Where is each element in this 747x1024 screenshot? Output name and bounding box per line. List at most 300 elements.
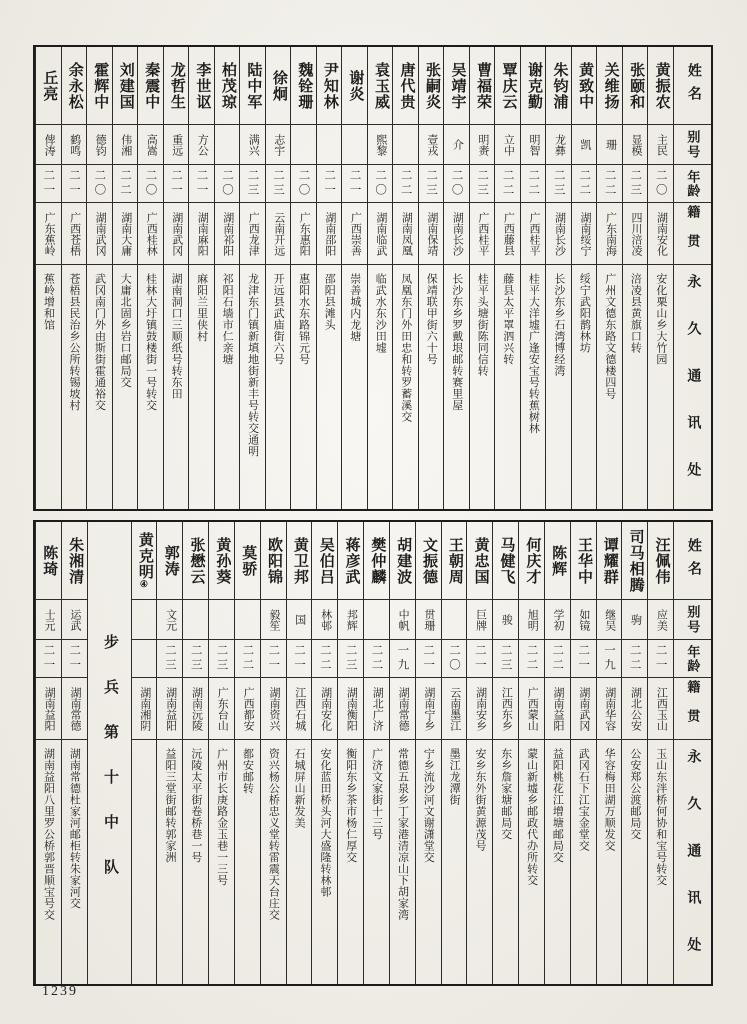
- address-cell: 沅陵太平街卷桥巷一号: [189, 748, 202, 863]
- alias-cell: 明赉: [470, 125, 495, 165]
- person-column: [443, 47, 469, 509]
- person-column: [544, 522, 570, 984]
- origin-cell: 湖南安化: [648, 203, 673, 265]
- age-cell: 二一: [36, 640, 61, 678]
- address-cell: 华容梅田湖万顺发交: [603, 748, 616, 852]
- origin-cell: 广西龙津: [240, 203, 265, 265]
- address-cell: 广济文家街十三号: [370, 748, 383, 840]
- origin-cell: 湖北广济: [364, 678, 389, 740]
- person-column: [367, 47, 393, 509]
- address-cell: 武冈石下江宝金堂交: [577, 748, 590, 852]
- page-number: 1239: [42, 984, 78, 999]
- name-cell: 余永松: [62, 47, 87, 125]
- alias-cell: [183, 600, 208, 640]
- name-cell: 吴伯吕: [312, 522, 337, 600]
- age-cell: 二二: [521, 165, 546, 203]
- person-column: [469, 47, 495, 509]
- name-cell: 丘亮: [36, 47, 61, 125]
- address-cell: 益阳桃花江增塘邮局交: [551, 748, 564, 863]
- alias-cell: 龙彝: [546, 125, 571, 165]
- origin-cell: 广东惠阳: [291, 203, 316, 265]
- origin-cell: 湖南祁阳: [215, 203, 240, 265]
- address-cell: 益阳三堂街邮转郭家洲: [164, 748, 176, 863]
- name-cell: 覃庆云: [495, 47, 520, 125]
- person-column: [415, 522, 441, 984]
- origin-cell: 湖南麻阳: [189, 203, 214, 265]
- person-column: [389, 522, 415, 984]
- header-origin: 籍贯: [674, 678, 711, 740]
- origin-cell: 广西桂平: [521, 203, 546, 265]
- address-cell: 石城屏山新发美: [293, 748, 306, 829]
- address-cell: 公安郑公渡邮局交: [628, 748, 641, 840]
- age-cell: 二二: [393, 165, 418, 203]
- name-cell: 黄致中: [572, 47, 597, 125]
- age-cell: 二一: [648, 640, 673, 678]
- address-cell: 湖南常德杜家河邮柜转朱家河交: [68, 748, 81, 909]
- address-cell: 湖南洞口三顺纸号转东田: [170, 273, 183, 400]
- roster-table-bottom: [33, 520, 713, 986]
- person-column: [441, 522, 467, 984]
- origin-cell: 广西崇善: [342, 203, 367, 265]
- name-cell: 马健飞: [493, 522, 518, 600]
- age-cell: 二〇: [138, 165, 163, 203]
- person-column: [647, 522, 673, 984]
- origin-cell: 湖南常德: [390, 678, 415, 740]
- origin-cell: 广西桂林: [138, 203, 163, 265]
- name-cell: 尹知林: [317, 47, 342, 125]
- person-column: [622, 47, 648, 509]
- person-column: [156, 522, 182, 984]
- name-cell: 汪佩伟: [648, 522, 673, 600]
- age-cell: 二一: [342, 165, 367, 203]
- origin-cell: 湖北公安: [622, 678, 647, 740]
- person-column: [112, 47, 138, 509]
- address-cell: 衡阳东乡茶市杨仁厚交: [344, 748, 357, 863]
- name-cell: 何庆才: [519, 522, 544, 600]
- header-alias: 别号: [674, 125, 711, 165]
- age-cell: 二三: [493, 640, 518, 678]
- age-cell: 二一: [164, 165, 189, 203]
- person-column: [260, 522, 286, 984]
- alias-cell: 重远: [164, 125, 189, 165]
- address-cell: 苍梧县民治乡公所转锡坡村: [68, 273, 81, 411]
- address-cell: 桂平大洋墟广逢安宝号转蕉树林: [527, 273, 540, 434]
- person-column: [35, 47, 61, 509]
- origin-cell: 湖南长沙: [546, 203, 571, 265]
- origin-cell: 湖南武冈: [164, 203, 189, 265]
- name-cell: 吴靖宇: [444, 47, 469, 125]
- age-cell: 二三: [240, 165, 265, 203]
- address-cell: 蒙山新墟乡邮政代办所转交: [525, 748, 538, 886]
- address-cell: [132, 740, 157, 984]
- name-cell: 袁玉威: [368, 47, 393, 125]
- age-cell: 二一: [467, 640, 492, 678]
- age-cell: 二二: [622, 640, 647, 678]
- name-cell: 唐代贵: [393, 47, 418, 125]
- address-cell: 邵阳县滩头: [323, 273, 336, 331]
- alias-cell: 凯: [572, 125, 597, 165]
- address-cell: 东乡詹家塘邮局交: [499, 748, 512, 840]
- origin-cell: 湖南资兴: [261, 678, 286, 740]
- alias-cell: [235, 600, 260, 640]
- origin-cell: 湖南宁乡: [416, 678, 441, 740]
- person-column: [182, 522, 208, 984]
- person-column: [214, 47, 240, 509]
- alias-cell: [291, 125, 316, 165]
- alias-cell: [209, 600, 234, 640]
- origin-cell: 湖南凤凰: [393, 203, 418, 265]
- age-cell: 二〇: [291, 165, 316, 203]
- age-cell: 二二: [519, 640, 544, 678]
- alias-cell: 学初: [545, 600, 570, 640]
- header-origin: 籍贯: [674, 203, 711, 265]
- alias-cell: 林邨: [312, 600, 337, 640]
- alias-cell: [342, 125, 367, 165]
- name-cell: 谭耀群: [597, 522, 622, 600]
- origin-cell: 湖南衡阳: [338, 678, 363, 740]
- person-column: [61, 47, 87, 509]
- alias-cell: 继吴: [597, 600, 622, 640]
- address-cell: 安乡东外街黄源茂号: [473, 748, 486, 852]
- age-cell: 二一: [189, 165, 214, 203]
- person-column: [341, 47, 367, 509]
- address-cell: 绥宁武阳鹊林坊: [578, 273, 591, 354]
- alias-cell: 壹戎: [419, 125, 444, 165]
- alias-cell: [215, 125, 240, 165]
- origin-cell: 广西蒙山: [519, 678, 544, 740]
- origin-cell: 江西石城: [287, 678, 312, 740]
- name-cell: 陆中军: [240, 47, 265, 125]
- alias-cell: 珊: [597, 125, 622, 165]
- origin-cell: 湖南湘阴: [132, 678, 157, 740]
- address-cell: 长沙东乡罗戴垠邮转赛里屋: [450, 273, 463, 411]
- name-cell: 胡建波: [390, 522, 415, 600]
- alias-cell: 应美: [648, 600, 673, 640]
- person-column: [163, 47, 189, 509]
- alias-cell: 毅笙: [261, 600, 286, 640]
- alias-cell: 伟湘: [113, 125, 138, 165]
- address-cell: 武冈南门外由斯街霍通裕交: [93, 273, 106, 411]
- name-cell: 陈琦: [36, 522, 61, 600]
- alias-cell: 立中: [495, 125, 520, 165]
- age-cell: 二一: [261, 640, 286, 678]
- address-cell: 长沙东乡石湾博经湾: [552, 273, 565, 377]
- header-age: 年龄: [674, 640, 711, 678]
- person-column: [239, 47, 265, 509]
- age-cell: 二二: [495, 165, 520, 203]
- name-cell: 蒋彦武: [338, 522, 363, 600]
- name-cell: 谢炎: [342, 47, 367, 125]
- name-cell: 李世讴: [189, 47, 214, 125]
- alias-cell: 国: [287, 600, 312, 640]
- age-cell: 二三: [623, 165, 648, 203]
- origin-cell: 广东南海: [597, 203, 622, 265]
- address-cell: 资兴杨公桥忠义堂转雷震天台庄交: [267, 748, 280, 921]
- alias-cell: 士元: [36, 600, 61, 640]
- name-cell: 黄忠国: [467, 522, 492, 600]
- address-cell: 涪凌县黄旗口转: [629, 273, 642, 354]
- address-cell: 都安邮转: [241, 748, 254, 794]
- header-age: 年龄: [674, 165, 711, 203]
- age-cell: 二〇: [444, 165, 469, 203]
- address-cell: 宁乡流沙河文谢潇堂交: [422, 748, 435, 863]
- origin-cell: 江西东乡: [493, 678, 518, 740]
- person-column: [418, 47, 444, 509]
- alias-cell: [442, 600, 467, 640]
- name-cell: 莫骄: [235, 522, 260, 600]
- age-cell: 二〇: [215, 165, 240, 203]
- alias-cell: 邦辉: [338, 600, 363, 640]
- person-column: [188, 47, 214, 509]
- person-column: [466, 522, 492, 984]
- alias-cell: 文元: [157, 600, 182, 640]
- person-column: [131, 522, 157, 984]
- name-cell: 樊仲麟: [364, 522, 389, 600]
- name-cell: 王朝周: [442, 522, 467, 600]
- age-cell: 二二: [364, 640, 389, 678]
- name-cell: 文振德: [416, 522, 441, 600]
- person-column: [518, 522, 544, 984]
- origin-cell: 广西都安: [235, 678, 260, 740]
- name-footnote: ④: [139, 579, 150, 590]
- address-cell: 广州文德东路文德楼四号: [603, 273, 616, 400]
- alias-cell: 德钧: [87, 125, 112, 165]
- age-cell: [132, 640, 157, 678]
- alias-cell: 介: [444, 125, 469, 165]
- age-cell: 二二: [597, 165, 622, 203]
- age-cell: 二一: [287, 640, 312, 678]
- person-column: [363, 522, 389, 984]
- header-address: 永久通讯处: [685, 748, 701, 984]
- person-column: [208, 522, 234, 984]
- name-cell: 刘建国: [113, 47, 138, 125]
- name-cell: 曹福荣: [470, 47, 495, 125]
- origin-cell: 湖南临武: [368, 203, 393, 265]
- age-cell: 二三: [470, 165, 495, 203]
- name-cell: 黄克明④: [132, 522, 157, 600]
- name-cell: 王华中: [571, 522, 596, 600]
- header-name: 姓名: [674, 522, 711, 600]
- name-cell: 魏铨珊: [291, 47, 316, 125]
- age-cell: 二三: [209, 640, 234, 678]
- name-cell: 张懋云: [183, 522, 208, 600]
- alias-cell: 主民: [648, 125, 673, 165]
- address-cell: 开远县武庙街六号: [272, 273, 285, 365]
- origin-cell: 湖南沅陵: [183, 678, 208, 740]
- alias-cell: [132, 600, 157, 640]
- name-cell: 龙哲生: [164, 47, 189, 125]
- person-column: [492, 522, 518, 984]
- header-column: [673, 522, 711, 984]
- age-cell: 二二: [312, 640, 337, 678]
- address-cell: 惠阳水东路锦元号: [297, 273, 310, 365]
- alias-cell: 志宇: [266, 125, 291, 165]
- name-cell: 徐炯: [266, 47, 291, 125]
- age-cell: 二三: [183, 640, 208, 678]
- origin-cell: 广西桂平: [470, 203, 495, 265]
- address-cell: 保靖联甲街六十号: [425, 273, 438, 365]
- origin-cell: 湖南长沙: [444, 203, 469, 265]
- alias-cell: 高嵩: [138, 125, 163, 165]
- age-cell: 二三: [338, 640, 363, 678]
- name-cell: 郭涛: [157, 522, 182, 600]
- age-cell: 二一: [317, 165, 342, 203]
- origin-cell: 四川涪凌: [623, 203, 648, 265]
- person-column: [571, 47, 597, 509]
- age-cell: 二一: [571, 640, 596, 678]
- alias-cell: 旭明: [519, 600, 544, 640]
- age-cell: 二二: [235, 640, 260, 678]
- roster-table-top: [33, 45, 713, 511]
- age-cell: 二三: [266, 165, 291, 203]
- address-cell: 蕉岭增和馆: [42, 273, 55, 331]
- name-cell: 秦震中: [138, 47, 163, 125]
- person-column: [647, 47, 673, 509]
- origin-cell: 湖南绥宁: [572, 203, 597, 265]
- address-cell: 麻阳兰里侠村: [195, 273, 208, 342]
- person-column: [234, 522, 260, 984]
- origin-cell: 湖南益阳: [545, 678, 570, 740]
- age-cell: 二三: [419, 165, 444, 203]
- person-column: [337, 522, 363, 984]
- origin-cell: 湖南常德: [62, 678, 87, 740]
- age-cell: 二一: [416, 640, 441, 678]
- person-column: [621, 522, 647, 984]
- origin-cell: 湖南益阳: [36, 678, 61, 740]
- alias-cell: 熙黎: [368, 125, 393, 165]
- alias-cell: 如镜: [571, 600, 596, 640]
- header-name: 姓名: [674, 47, 711, 125]
- name-cell: 张嗣炎: [419, 47, 444, 125]
- header-address: 永久通讯处: [685, 273, 701, 509]
- alias-cell: 方公: [189, 125, 214, 165]
- name-cell: 欧阳锦: [261, 522, 286, 600]
- alias-cell: 中帆: [390, 600, 415, 640]
- name-cell: 黄孙葵: [209, 522, 234, 600]
- age-cell: 二一: [62, 640, 87, 678]
- alias-cell: 俾涛: [36, 125, 61, 165]
- address-cell: 临武水东沙田墟: [374, 273, 387, 354]
- alias-cell: 运武: [62, 600, 87, 640]
- name-cell: 黄振农: [648, 47, 673, 125]
- person-column: [545, 47, 571, 509]
- address-cell: 玉山东泮桥何协和宝号转交: [654, 748, 667, 886]
- origin-cell: 湖南武冈: [87, 203, 112, 265]
- address-cell: 凤凰东门外田忠和转罗蓄溪交: [399, 273, 412, 423]
- person-column: [570, 522, 596, 984]
- address-cell: 崇善城内龙塘: [348, 273, 361, 342]
- name-cell: 司马相腾: [622, 522, 647, 600]
- alias-cell: 驹: [622, 600, 647, 640]
- address-cell: 龙津东门镇新填地街新丰号转交通明: [246, 273, 259, 457]
- name-cell: 朱湘清: [62, 522, 87, 600]
- person-column: [520, 47, 546, 509]
- age-cell: 一九: [597, 640, 622, 678]
- age-cell: 二二: [113, 165, 138, 203]
- age-cell: 二一: [62, 165, 87, 203]
- person-column: [61, 522, 87, 984]
- age-cell: 二〇: [648, 165, 673, 203]
- origin-cell: 广西藤县: [495, 203, 520, 265]
- origin-cell: 云南开远: [266, 203, 291, 265]
- alias-cell: 明智: [521, 125, 546, 165]
- age-cell: 二三: [546, 165, 571, 203]
- origin-cell: 广西苍梧: [62, 203, 87, 265]
- name-cell: 张颐和: [623, 47, 648, 125]
- person-column: [596, 47, 622, 509]
- alias-cell: 巨牌: [467, 600, 492, 640]
- address-cell: 桂林大圩镇鼓楼街一号转交: [144, 273, 157, 411]
- name-cell: 黄卫邦: [287, 522, 312, 600]
- address-cell: 桂平头塘街陈同信转: [476, 273, 489, 377]
- person-column: [86, 47, 112, 509]
- name-cell: 朱钧浦: [546, 47, 571, 125]
- name-cell: 霍辉中: [87, 47, 112, 125]
- age-cell: 二〇: [368, 165, 393, 203]
- address-cell: 藤县太平罩泗兴转: [501, 273, 514, 365]
- origin-cell: 湖南安乡: [467, 678, 492, 740]
- person-column: [286, 522, 312, 984]
- alias-cell: 鹤鸣: [62, 125, 87, 165]
- header-alias: 别号: [674, 600, 711, 640]
- person-column: [137, 47, 163, 509]
- origin-cell: 湖南武冈: [571, 678, 596, 740]
- name-cell: 谢克勤: [521, 47, 546, 125]
- origin-cell: 湖南益阳: [157, 678, 182, 740]
- alias-cell: 骏: [493, 600, 518, 640]
- person-column: [35, 522, 61, 984]
- age-cell: 二二: [545, 640, 570, 678]
- person-column: [596, 522, 622, 984]
- address-cell: 广州市长庚路金玉巷一三号: [215, 748, 228, 886]
- alias-cell: [364, 600, 389, 640]
- origin-cell: 湖南安化: [312, 678, 337, 740]
- origin-cell: 云南墨江: [442, 678, 467, 740]
- age-cell: 二〇: [87, 165, 112, 203]
- name-cell: 陈辉: [545, 522, 570, 600]
- age-cell: 二一: [36, 165, 61, 203]
- address-cell: 祁阳石墙市仁亲塘: [221, 273, 234, 365]
- origin-cell: 广东台山: [209, 678, 234, 740]
- name-cell: 关维扬: [597, 47, 622, 125]
- address-cell: 常德五泉乡丁家港清凉山下胡家湾: [396, 748, 409, 921]
- alias-cell: [393, 125, 418, 165]
- origin-cell: 湖南华容: [597, 678, 622, 740]
- person-column: [290, 47, 316, 509]
- age-cell: 二三: [157, 640, 182, 678]
- age-cell: 二〇: [442, 640, 467, 678]
- person-column: [265, 47, 291, 509]
- person-column: [392, 47, 418, 509]
- name-cell: 柏茂琼: [215, 47, 240, 125]
- alias-cell: 显模: [623, 125, 648, 165]
- person-column: [311, 522, 337, 984]
- address-cell: 墨江龙潭街: [448, 748, 461, 806]
- address-cell: 安化栗山乡大竹园: [654, 273, 667, 365]
- header-column: [673, 47, 711, 509]
- origin-cell: 湖南保靖: [419, 203, 444, 265]
- origin-cell: 广东蕉岭: [36, 203, 61, 265]
- person-column: [316, 47, 342, 509]
- age-cell: 一九: [390, 640, 415, 678]
- alias-cell: 贯珊: [416, 600, 441, 640]
- origin-cell: 湖南大庸: [113, 203, 138, 265]
- alias-cell: [317, 125, 342, 165]
- address-cell: 安化蓝田桥头河大盛隆转林邨: [318, 748, 331, 898]
- age-cell: 二二: [572, 165, 597, 203]
- alias-cell: 满兴: [240, 125, 265, 165]
- address-cell: 湖南益阳八里罗公桥郭晋顺宝号交: [42, 748, 55, 921]
